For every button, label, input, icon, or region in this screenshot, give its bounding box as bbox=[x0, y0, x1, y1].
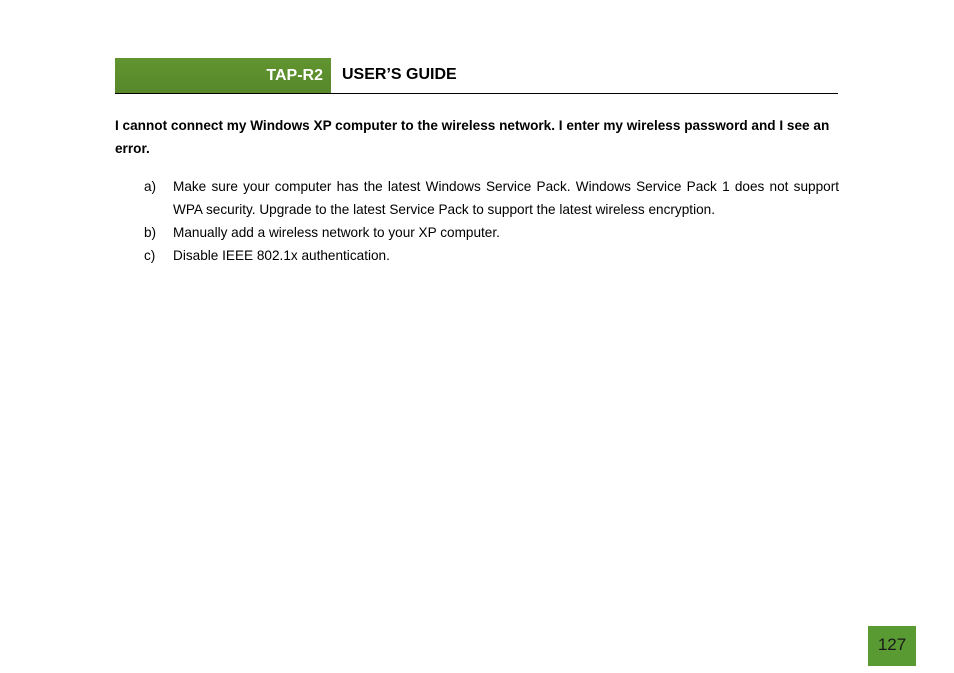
product-model: TAP-R2 bbox=[266, 67, 323, 84]
header-divider bbox=[115, 93, 838, 94]
header-model-banner bbox=[115, 58, 331, 93]
answer-text: Manually add a wireless network to your XP computer. bbox=[173, 225, 500, 240]
list-marker: b) bbox=[144, 225, 157, 240]
list-marker: c) bbox=[144, 248, 156, 263]
answer-text: Make sure your computer has the latest Windows Service Pack. Windows Service Pack 1 does not support WPA security. Upgrade to the latest Service Pack to support the latest wireless encryption. bbox=[173, 179, 839, 217]
document-title: USER’S GUIDE bbox=[342, 66, 457, 83]
list-item bbox=[115, 221, 839, 244]
faq-answer-list bbox=[115, 175, 839, 267]
list-item bbox=[115, 244, 839, 267]
page-number-box bbox=[868, 626, 916, 666]
list-item bbox=[115, 175, 839, 221]
page-number: 127 bbox=[877, 635, 907, 654]
list-marker: a) bbox=[144, 179, 157, 194]
faq-question: I cannot connect my Windows XP computer to the wireless network. I enter my wireless password and I see an error. bbox=[115, 118, 830, 156]
answer-text: Disable IEEE 802.1x authentication. bbox=[173, 248, 390, 263]
